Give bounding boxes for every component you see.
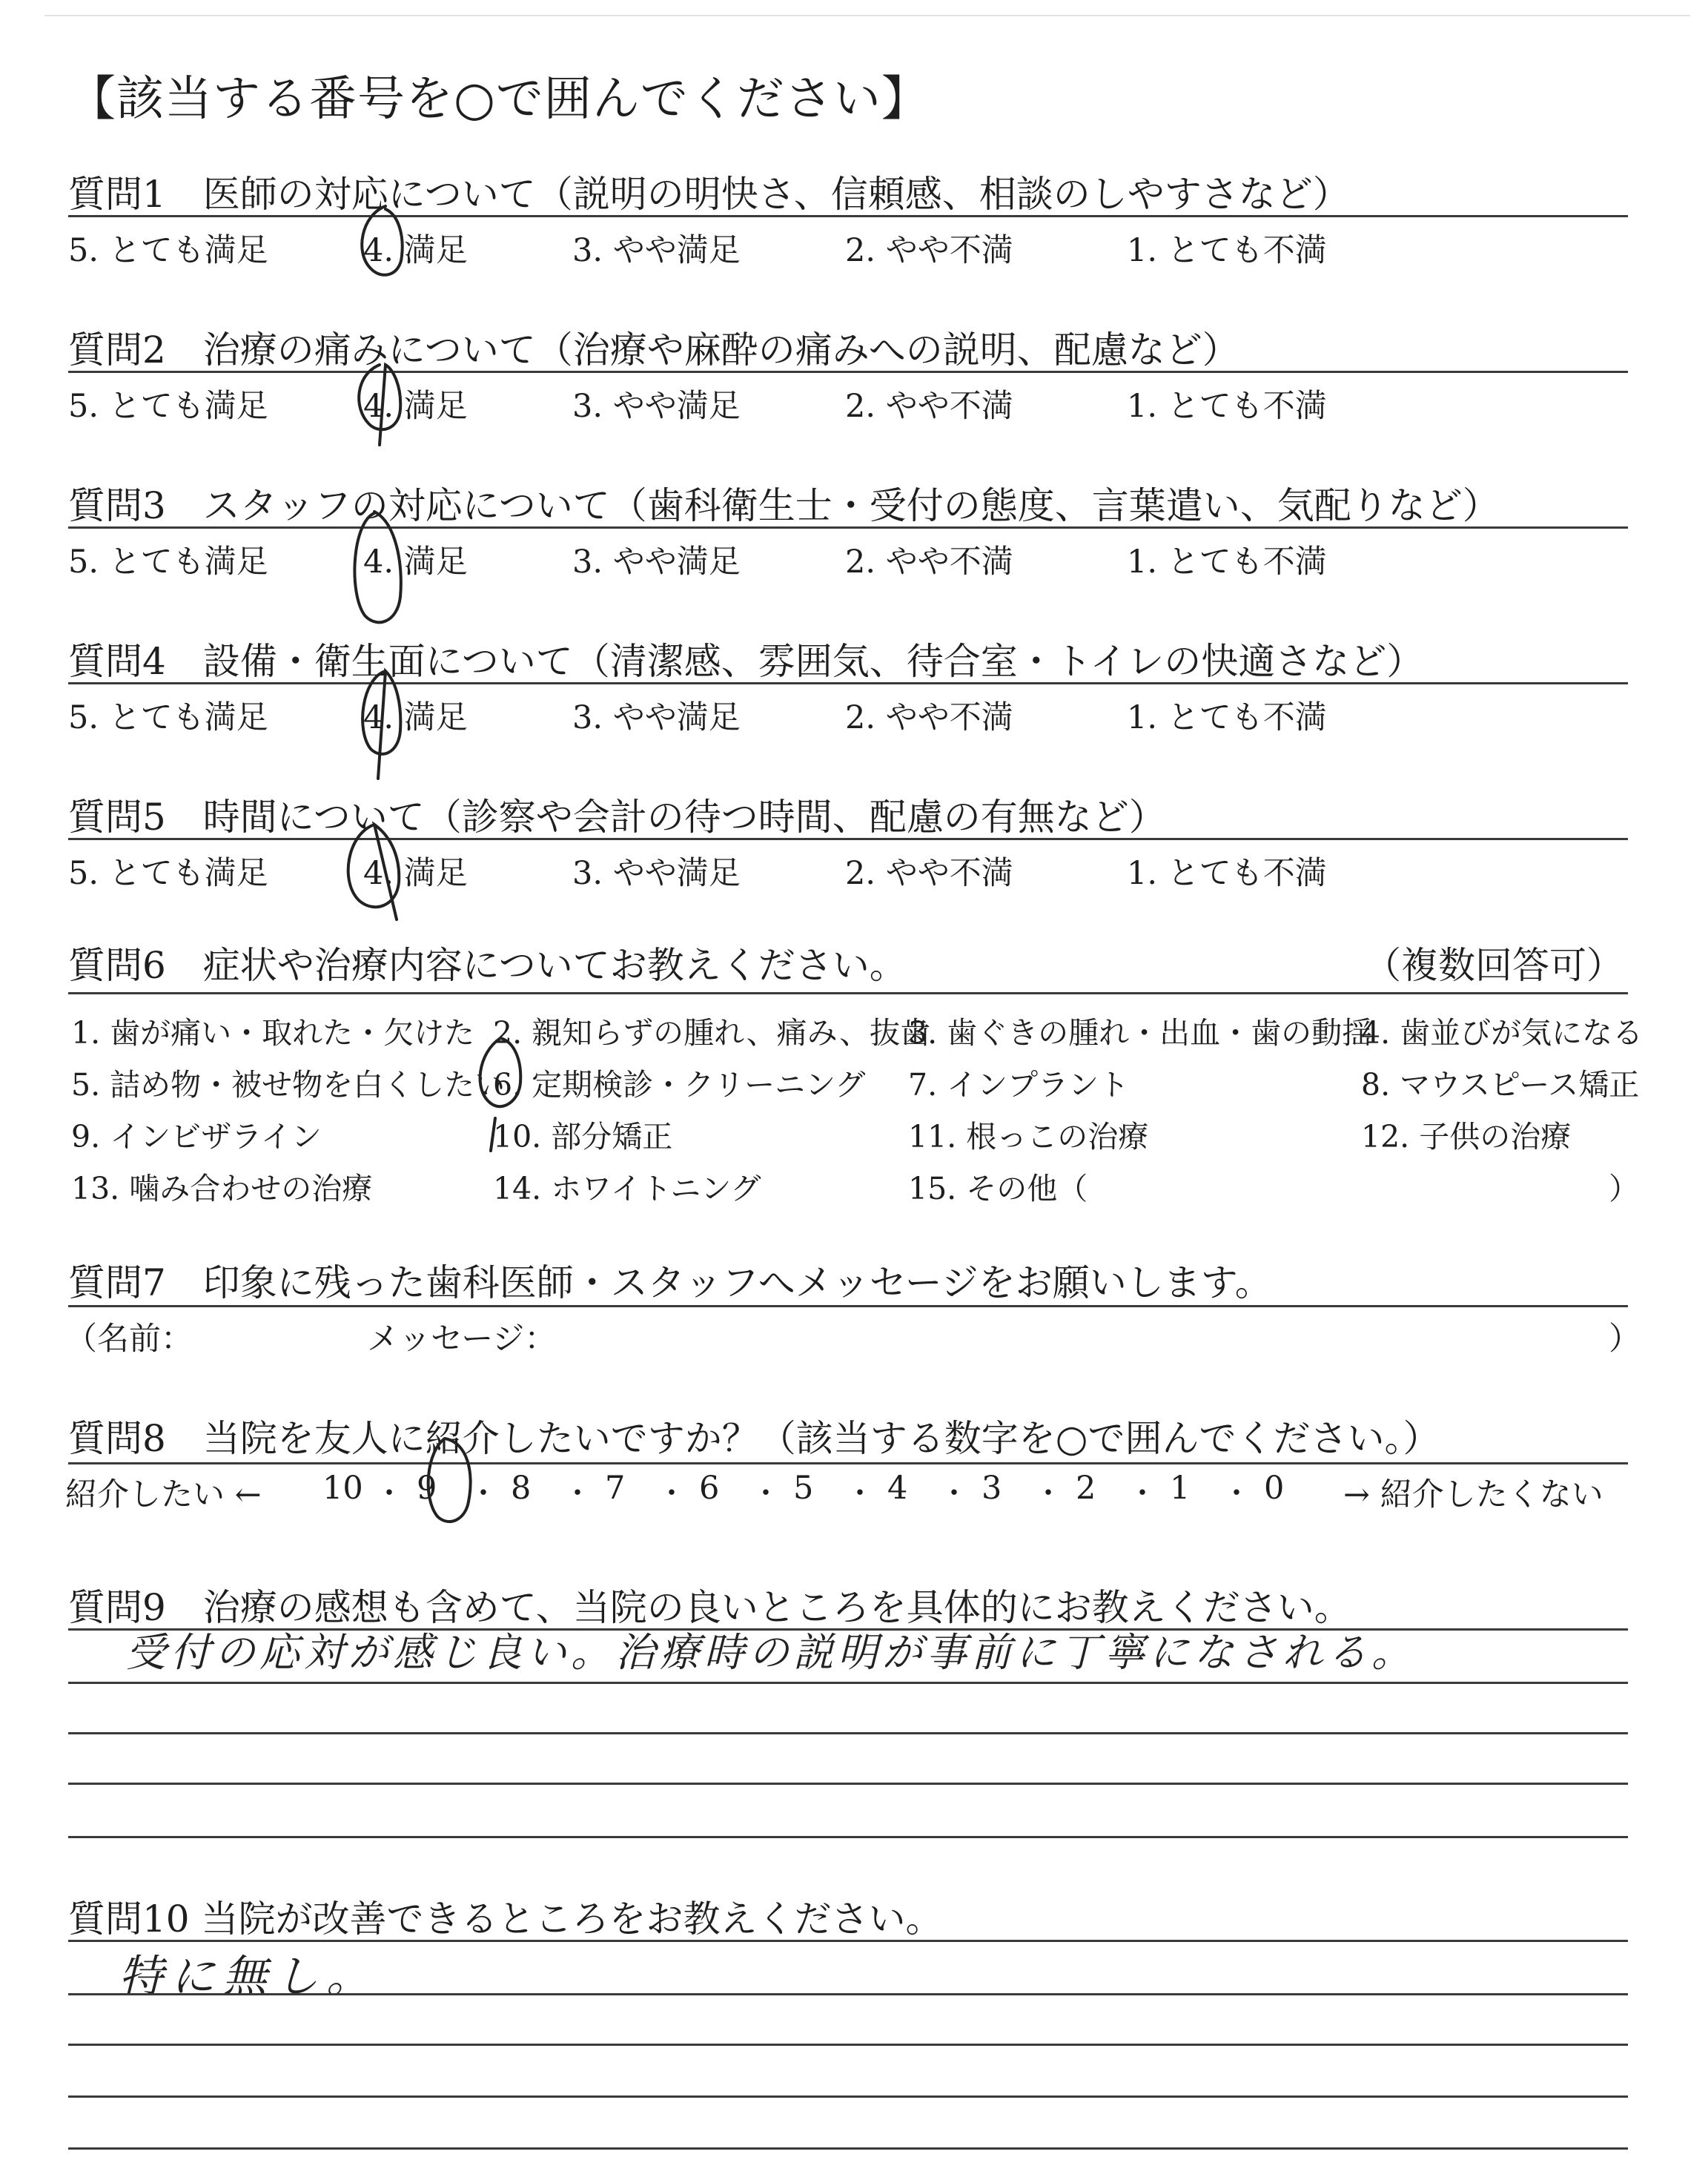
q9-line-1 — [68, 1682, 1628, 1684]
q5-rule — [68, 838, 1628, 840]
q8-separator: ・ — [657, 1476, 686, 1510]
q8-title: 質問8 当院を友人に紹介したいですか？（該当する数字を○で囲んでください。） — [68, 1417, 1440, 1460]
q8-rule — [68, 1462, 1628, 1464]
q9-line-3 — [68, 1783, 1628, 1785]
q1-title: 質問1 医師の対応について（説明の明快さ、信頼感、相談のしやすさなど） — [68, 173, 1350, 216]
q6-close-paren: ） — [1609, 1171, 1639, 1206]
q6-option[interactable]: 9. インビザライン — [71, 1119, 322, 1155]
q7-close-paren: ） — [1609, 1321, 1641, 1358]
q1-option[interactable]: 2. やや不満 — [845, 232, 1013, 269]
q8-left-label: 紹介したい ← — [65, 1476, 262, 1513]
q5-option[interactable]: 2. やや不満 — [845, 855, 1013, 892]
q6-note: （複数回答可） — [1364, 944, 1623, 987]
q6-option[interactable]: 4. 歯並びが気になる — [1361, 1015, 1644, 1051]
q6-option[interactable]: 12. 子供の治療 — [1361, 1119, 1572, 1155]
q6-title: 質問6 症状や治療内容についてお教えください。 — [68, 944, 907, 987]
q4-option[interactable]: 4. 満足 — [363, 699, 468, 736]
q5-option[interactable]: 5. とても満足 — [68, 855, 268, 892]
q9-line-4 — [68, 1836, 1628, 1838]
q6-option[interactable]: 13. 噛み合わせの治療 — [71, 1171, 373, 1206]
q6-option[interactable]: 14. ホワイトニング — [493, 1171, 761, 1206]
q6-rule — [68, 992, 1628, 994]
q9-title: 質問9 治療の感想も含めて、当院の良いところを具体的にお教えください。 — [68, 1586, 1351, 1629]
q8-separator: ・ — [563, 1476, 592, 1510]
q6-option[interactable]: 3. 歯ぐきの腫れ・出血・歯の動揺 — [908, 1015, 1373, 1051]
q6-option[interactable]: 15. その他（ — [908, 1171, 1088, 1206]
q2-option[interactable]: 4. 満足 — [363, 388, 468, 425]
q8-right-label: → 紹介したくない — [1343, 1476, 1603, 1513]
q8-number[interactable]: 4 — [887, 1470, 908, 1507]
q8-number[interactable]: 0 — [1264, 1470, 1285, 1507]
q2-title: 質問2 治療の痛みについて（治療や麻酔の痛みへの説明、配慮など） — [68, 328, 1239, 371]
q5-title: 質問5 時間について（診察や会計の待つ時間、配慮の有無など） — [68, 796, 1166, 839]
q6-option[interactable]: 6. 定期検診・クリーニング — [493, 1067, 866, 1103]
q2-option[interactable]: 1. とても不満 — [1127, 388, 1327, 425]
q8-number[interactable]: 7 — [605, 1470, 626, 1507]
q5-option[interactable]: 4. 満足 — [363, 855, 468, 892]
q8-number[interactable]: 10 — [322, 1470, 363, 1507]
q1-rule — [68, 215, 1628, 217]
q4-option[interactable]: 1. とても不満 — [1127, 699, 1327, 736]
q1-option[interactable]: 3. やや満足 — [572, 232, 741, 269]
q2-option[interactable]: 5. とても満足 — [68, 388, 268, 425]
q8-number[interactable]: 5 — [793, 1470, 814, 1507]
q7-title: 質問7 印象に残った歯科医師・スタッフへメッセージをお願いします。 — [68, 1261, 1272, 1304]
q4-option[interactable]: 3. やや満足 — [572, 699, 741, 736]
q5-option[interactable]: 1. とても不満 — [1127, 855, 1327, 892]
q8-number[interactable]: 1 — [1170, 1470, 1191, 1507]
q8-number[interactable]: 8 — [511, 1470, 532, 1507]
q8-separator: ・ — [751, 1476, 781, 1510]
q10-line-4 — [68, 2147, 1628, 2150]
q6-option[interactable]: 8. マウスピース矯正 — [1361, 1067, 1640, 1103]
q8-number[interactable]: 2 — [1076, 1470, 1096, 1507]
q8-number[interactable]: 3 — [982, 1470, 1002, 1507]
q10-line-1 — [68, 1993, 1628, 1995]
q2-option[interactable]: 3. やや満足 — [572, 388, 741, 425]
q10-line-3 — [68, 2095, 1628, 2098]
q4-option[interactable]: 2. やや不満 — [845, 699, 1013, 736]
q8-number[interactable]: 6 — [699, 1470, 720, 1507]
q8-separator: ・ — [1033, 1476, 1063, 1510]
q2-rule — [68, 371, 1628, 373]
q10-handwritten-answer: 特に無し。 — [119, 1951, 378, 2003]
q7-name-label: （名前： — [65, 1321, 193, 1358]
q3-option[interactable]: 2. やや不満 — [845, 544, 1013, 581]
q1-option[interactable]: 4. 満足 — [363, 232, 468, 269]
q6-option[interactable]: 2. 親知らずの腫れ、痛み、抜歯 — [493, 1015, 931, 1051]
instruction-heading: 【該当する番号を○で囲んでください】 — [68, 72, 930, 127]
q3-option[interactable]: 1. とても不満 — [1127, 544, 1327, 581]
q5-option[interactable]: 3. やや満足 — [572, 855, 741, 892]
q4-rule — [68, 682, 1628, 684]
q8-separator: ・ — [845, 1476, 875, 1510]
q4-option[interactable]: 5. とても満足 — [68, 699, 268, 736]
q3-option[interactable]: 5. とても満足 — [68, 544, 268, 581]
q8-separator: ・ — [1128, 1476, 1157, 1510]
q4-title: 質問4 設備・衛生面について（清潔感、雰囲気、待合室・トイレの快適さなど） — [68, 640, 1424, 683]
q8-separator: ・ — [1222, 1476, 1251, 1510]
q6-option[interactable]: 11. 根っこの治療 — [908, 1119, 1149, 1155]
q8-separator: ・ — [469, 1476, 498, 1510]
q6-option[interactable]: 10. 部分矯正 — [493, 1119, 673, 1155]
q6-option[interactable]: 7. インプラント — [908, 1067, 1130, 1103]
q1-option[interactable]: 5. とても満足 — [68, 232, 268, 269]
q3-title: 質問3 スタッフの対応について（歯科衛生士・受付の態度、言葉遣い、気配りなど） — [68, 484, 1500, 527]
q8-number[interactable]: 9 — [417, 1470, 437, 1507]
q8-separator: ・ — [374, 1476, 404, 1510]
q9-line-2 — [68, 1732, 1628, 1734]
q9-handwritten-answer: 受付の応対が感じ良い。治療時の説明が事前に丁寧になされる。 — [126, 1629, 1416, 1676]
q3-rule — [68, 526, 1628, 529]
q10-line-2 — [68, 2044, 1628, 2046]
q1-option[interactable]: 1. とても不満 — [1127, 232, 1327, 269]
q7-message-label: メッセージ： — [367, 1321, 557, 1358]
q3-option[interactable]: 3. やや満足 — [572, 544, 741, 581]
q6-option[interactable]: 5. 詰め物・被せ物を白くしたい — [71, 1067, 506, 1103]
scan-edge-line — [44, 15, 1690, 16]
q10-title: 質問10 当院が改善できるところをお教えください。 — [68, 1898, 943, 1941]
q3-option[interactable]: 4. 満足 — [363, 544, 468, 581]
q6-option[interactable]: 1. 歯が痛い・取れた・欠けた — [71, 1015, 475, 1051]
q2-option[interactable]: 2. やや不満 — [845, 388, 1013, 425]
q8-separator: ・ — [939, 1476, 969, 1510]
q7-rule — [68, 1305, 1628, 1307]
